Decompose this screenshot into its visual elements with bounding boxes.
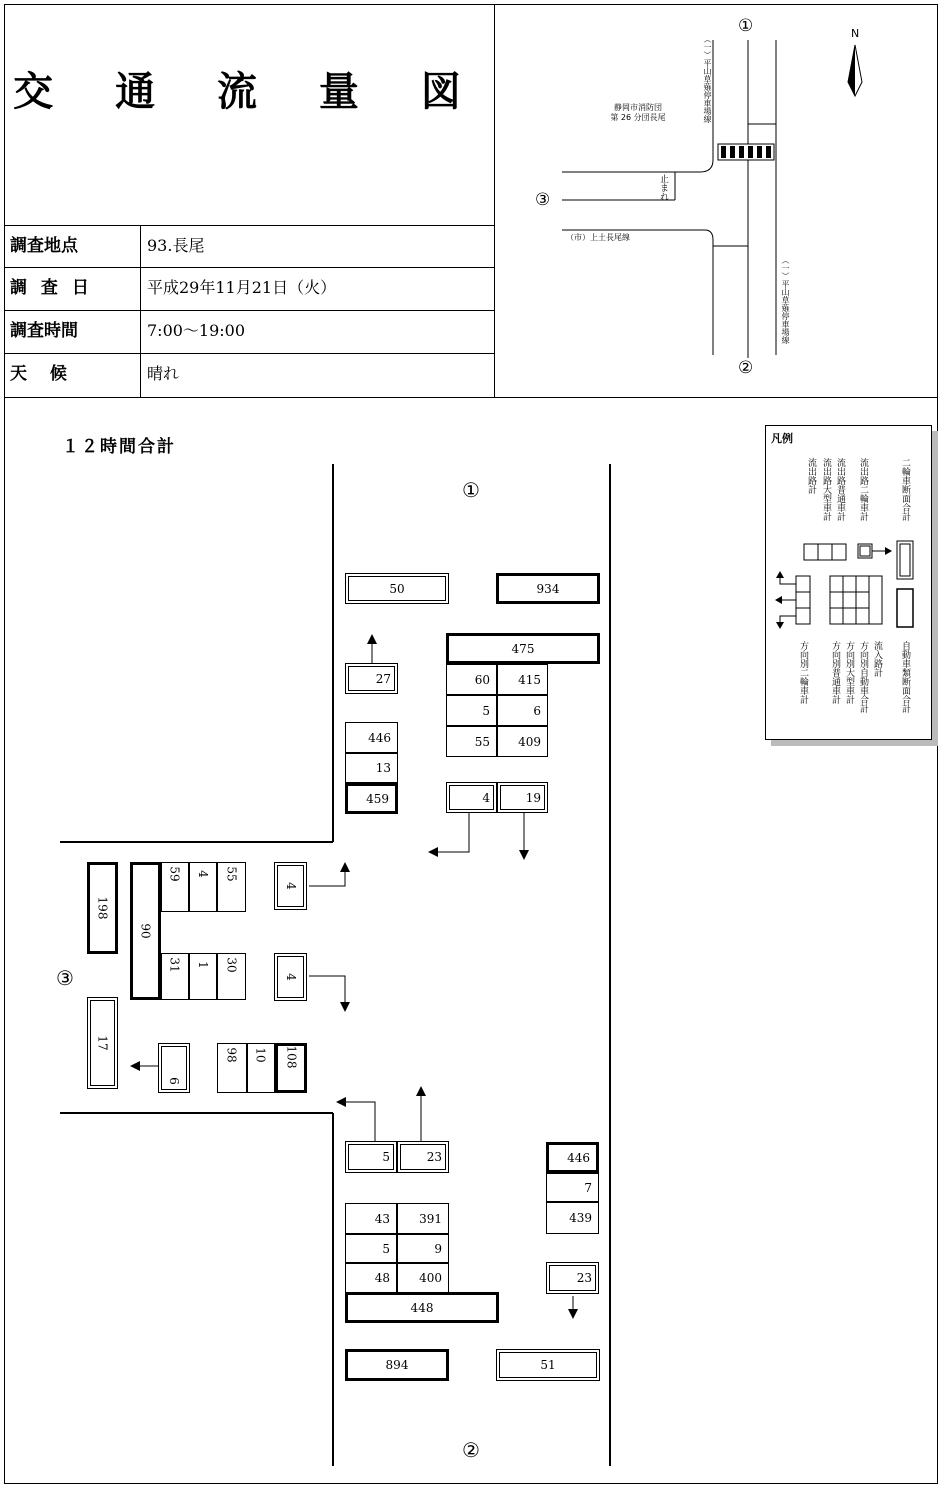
weather-value: 晴れ bbox=[147, 364, 180, 383]
north-two-wheel-cross: 50 bbox=[345, 573, 449, 604]
west-cell-value: 59 bbox=[168, 866, 182, 882]
north-cell: 55 bbox=[446, 726, 497, 757]
south-cell: 400 bbox=[397, 1263, 449, 1293]
west-cell bbox=[161, 862, 189, 912]
north-cell: 409 bbox=[497, 726, 548, 757]
legend-label: 流出路普通車計 bbox=[835, 458, 845, 521]
south-cell: 48 bbox=[345, 1263, 397, 1293]
legend-label: 方向別二輪車計 bbox=[798, 641, 808, 704]
south-inflow-total: 448 bbox=[345, 1292, 499, 1323]
arrow-west-out bbox=[130, 1061, 158, 1071]
west-cell bbox=[161, 953, 189, 1000]
stop-sign-label: 止まれ bbox=[658, 174, 668, 201]
arrow-west-down bbox=[309, 976, 350, 1012]
west-auto-cross bbox=[87, 862, 118, 954]
west-inflow-cell-value: 98 bbox=[225, 1047, 239, 1063]
west-cell-value: 55 bbox=[224, 866, 239, 882]
section-title: １２時間合計 bbox=[62, 437, 176, 457]
west-inflow-cell bbox=[217, 1043, 247, 1093]
legend-label: 二輪車断面合計 bbox=[900, 458, 910, 521]
west-two-wheel-out-value: 6 bbox=[166, 1077, 181, 1085]
west-cell-value: 31 bbox=[168, 957, 182, 973]
south-cell: 5 bbox=[345, 1234, 397, 1263]
west-two-wheel-up-value: 4 bbox=[283, 882, 298, 890]
approach-3-label: ③ bbox=[56, 966, 74, 990]
south-outflow-total: 446 bbox=[546, 1142, 599, 1173]
north-cell: 415 bbox=[497, 664, 548, 695]
south-cell: 43 bbox=[345, 1203, 397, 1234]
arrow-south-out bbox=[568, 1296, 578, 1319]
west-two-wheel-cross-value: 17 bbox=[95, 1035, 110, 1051]
approach-1-label: ① bbox=[462, 478, 480, 502]
south-two-wheel-straight: 23 bbox=[397, 1141, 449, 1173]
legend-label: 流入路計 bbox=[872, 641, 882, 677]
north-inflow-total: 475 bbox=[446, 633, 600, 664]
west-inflow-total-value: 108 bbox=[284, 1045, 298, 1069]
arrow-south-left bbox=[336, 1097, 375, 1141]
date-label: 調 査 日 bbox=[10, 278, 93, 298]
south-cell: 391 bbox=[397, 1203, 449, 1234]
road-label-south: （一）平山草薙停車場線 bbox=[781, 256, 790, 344]
north-two-wheel-straight: 19 bbox=[497, 782, 548, 813]
north-two-wheel-left: 4 bbox=[446, 782, 497, 813]
legend-label: 流出路大型車計 bbox=[821, 458, 831, 521]
legend-label: 方向別普通車計 bbox=[830, 641, 840, 704]
west-two-wheel-down bbox=[274, 953, 307, 1001]
west-two-wheel-up bbox=[274, 862, 307, 910]
legend-label: 自動車類断面合計 bbox=[900, 641, 910, 713]
west-cell-value: 4 bbox=[195, 870, 210, 878]
arrow-straight-south bbox=[519, 812, 529, 860]
map-dir-3: ③ bbox=[535, 190, 551, 210]
arrow-north-out bbox=[367, 634, 377, 663]
west-inflow-cell-value: 10 bbox=[254, 1047, 268, 1063]
legend-label: 方向別自動車合計 bbox=[858, 641, 868, 713]
map-dir-1: ① bbox=[738, 16, 754, 36]
time-label: 調査時間 bbox=[10, 321, 78, 341]
south-auto-cross: 894 bbox=[345, 1349, 449, 1381]
south-two-wheel-left: 5 bbox=[345, 1141, 397, 1173]
south-cell: 9 bbox=[397, 1234, 449, 1263]
west-cell bbox=[217, 862, 246, 912]
approach-2-label: ② bbox=[462, 1438, 480, 1462]
south-outflow-normal: 439 bbox=[546, 1202, 599, 1234]
arrow-left-turn bbox=[428, 812, 469, 857]
west-inflow-cell bbox=[247, 1043, 275, 1093]
north-auto-cross: 934 bbox=[496, 573, 600, 604]
west-two-wheel-out bbox=[158, 1043, 190, 1093]
west-outflow-total bbox=[130, 862, 161, 1000]
west-cell bbox=[189, 953, 217, 1000]
north-cell: 6 bbox=[497, 695, 548, 726]
north-label: N bbox=[851, 27, 860, 40]
legend-label: 流出路二輪車計 bbox=[858, 458, 868, 521]
north-outflow-large: 13 bbox=[345, 753, 398, 783]
legend-title: 凡例 bbox=[771, 432, 793, 445]
north-outflow-two-wheel: 27 bbox=[345, 663, 398, 694]
location-label: 調査地点 bbox=[10, 236, 78, 256]
west-two-wheel-cross bbox=[87, 997, 118, 1089]
west-cell-value: 30 bbox=[224, 957, 239, 973]
west-cell bbox=[189, 862, 217, 912]
north-cell: 5 bbox=[446, 695, 497, 726]
location-value: 93.長尾 bbox=[147, 236, 205, 255]
legend-label: 流出路計 bbox=[806, 458, 816, 494]
legend-box bbox=[765, 425, 932, 740]
legend-label: 方向別大型車計 bbox=[844, 641, 854, 704]
road-label-north: （一）平山草薙停車場線 bbox=[703, 35, 712, 123]
west-outflow-total-value: 90 bbox=[138, 923, 153, 939]
west-inflow-total bbox=[275, 1043, 307, 1093]
time-value: 7:00～19:00 bbox=[147, 321, 246, 340]
west-cell bbox=[217, 953, 246, 1000]
south-outflow-two-wheel: 23 bbox=[546, 1262, 599, 1294]
west-auto-cross-value: 198 bbox=[95, 896, 110, 920]
arrow-south-straight bbox=[416, 1086, 426, 1141]
arrow-west-up bbox=[309, 862, 350, 886]
fire-station-label: 静岡市消防団 第 26 分団長尾 bbox=[610, 103, 666, 122]
south-two-wheel-cross: 51 bbox=[496, 1349, 600, 1381]
north-outflow-normal: 446 bbox=[345, 722, 398, 753]
map-dir-2: ② bbox=[738, 358, 754, 378]
north-outflow-total: 459 bbox=[345, 783, 398, 814]
south-outflow-large: 7 bbox=[546, 1173, 599, 1202]
weather-label: 天 候 bbox=[10, 364, 67, 384]
page-title: 交 通 流 量 図 bbox=[13, 69, 485, 115]
north-cell: 60 bbox=[446, 664, 497, 695]
west-cell-value: 1 bbox=[195, 961, 210, 969]
west-two-wheel-down-value: 4 bbox=[283, 973, 298, 981]
road-label-west: （市）上土長尾線 bbox=[566, 233, 630, 242]
date-value: 平成29年11月21日（火） bbox=[147, 278, 337, 297]
